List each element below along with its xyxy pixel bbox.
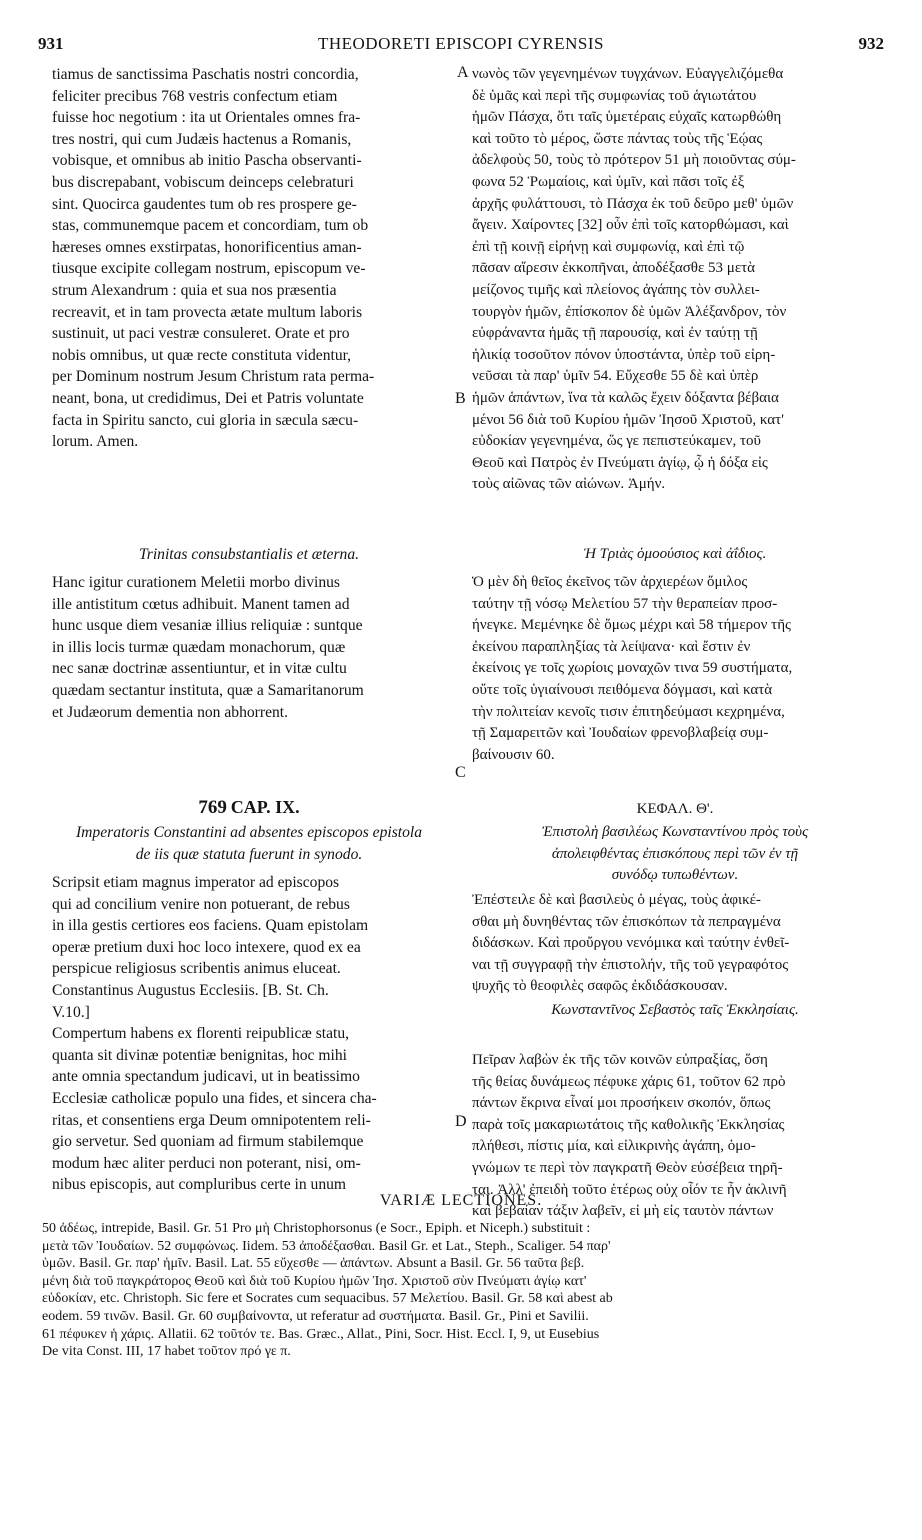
text-line: διδάσκων. Καὶ προὔργου νενόμικα καὶ ταύτην ἐνθεῖ- — [472, 935, 790, 952]
text-line: ante omnia spectandum judicavi, ut in beatissimo — [52, 1068, 360, 1086]
subtitle-line: ἀπολειφθέντας ἐπισκόπους περὶ τῶν ἐν τῇ — [551, 845, 799, 862]
text-line: πλήθεσι, πίστις μία, καὶ εἰλικρινὴς ἀγάπη, ὁμο- — [472, 1138, 756, 1155]
greek-trinitas-text — [472, 572, 878, 766]
text-line: εὐδοκίαν γεγενημένα, ὥς γε πεπιστεύκαμεν, τοῦ — [472, 433, 761, 450]
note-line: De vita Const. III, 17 habet τοῦτον πρό γε π. — [42, 1344, 291, 1360]
subtitle-line: συνόδῳ τυπωθέντων. — [611, 867, 739, 884]
text-line: ritas, et consentiens erga Deum omnipotentem reli- — [52, 1111, 371, 1129]
greek-trinitas-heading: Ἡ Τριὰς ὁμοούσιος καὶ ἀΐδιος. — [583, 546, 767, 562]
text-line: ψυχῆς τὸ θεοφιλὲς σαφῶς ἐκδιδάσκουσαν. — [472, 978, 728, 995]
text-line: quanta sit divinæ potentiæ benignitas, hoc mihi — [52, 1046, 347, 1064]
text-line: in illis locis turmæ quædam monachorum, quæ — [52, 638, 346, 656]
text-line: sustinuit, ut paci vestræ consuleret. Orate et pro — [52, 325, 350, 343]
text-line: Hanc igitur curationem Meletii morbo divinus — [52, 574, 340, 591]
page-number-left: 931 — [38, 34, 64, 53]
text-line: Ecclesiæ catholicæ populo una fides, et sincera cha- — [52, 1089, 377, 1107]
latin-cap-text — [52, 872, 446, 1196]
text-line: operæ pretium duxi hoc loco intexere, quod ex ea — [52, 938, 361, 956]
note-line: eodem. 59 τινῶν. Basil. Gr. 60 συμβαίνοντα, ut referatur ad συστήματα. Basil. Gr., Pini et Savilii. — [42, 1308, 589, 1324]
text-line: τουργὸν ἡμῶν, ἐπίσκοπον δὲ ὑμῶν Ἀλέξανδρον, τὸν — [472, 303, 787, 320]
text-line: δὲ ὑμᾶς καὶ περὶ τῆς συμφωνίας τοῦ ἁγιωτάτου — [472, 87, 757, 104]
text-line: tres nostri, qui cum Judæis hactenus a Romanis, — [52, 130, 352, 148]
text-line: Scripsit etiam magnus imperator ad episcopos — [52, 874, 340, 891]
text-line: ἐκείνου παραπληξίας τὰ λείψανα· καὶ ἔστιν ἐν — [472, 638, 751, 655]
margin-marker-c: C — [455, 764, 466, 781]
text-line: τῇ Σαμαρειτῶν καὶ Ἰουδαίων φρενοβλαβείᾳ συμ- — [472, 725, 769, 742]
text-line: tiamus de sanctissima Paschatis nostri concordia, — [52, 66, 359, 83]
text-line: gio servetur. Sed quoniam ad firmum stabilemque — [52, 1133, 364, 1151]
text-line: sint. Quocirca gaudentes tum ob res prospere ge- — [52, 195, 357, 213]
text-line: μένοι 56 διὰ τοῦ Κυρίου ἡμῶν Ἰησοῦ Χριστοῦ, κατ' — [472, 411, 784, 428]
text-line: per Dominum nostrum Jesum Christum rata perma- — [52, 368, 375, 386]
text-line: καὶ βεβαίαν τάξιν λαβεῖν, εἰ μὴ εἰς ταυτὸν πάντων — [472, 1203, 774, 1220]
margin-page-number: 769 — [198, 797, 227, 818]
cap-title: CAP. IX. — [230, 797, 300, 817]
text-line: ἐκείνοις γε τοῖς χωρίοις μοναχῶν τινα 59 συστήματα, — [472, 660, 793, 677]
text-line: νωνὸς τῶν γεγενημένων τυγχάνων. Εὐαγγελιζόμεθα — [472, 66, 784, 82]
greek-signature: Κωνσταντῖνος Σεβαστὸς ταῖς Ἐκκλησίαις. — [551, 1002, 799, 1018]
text-line: Θεοῦ καὶ Πατρὸς ἐν Πνεύματι ἁγίῳ, ᾧ ἡ δόξα εἰς — [472, 454, 768, 471]
text-line: Compertum habens ex florenti reipublicæ statu, — [52, 1025, 350, 1043]
variae-lectiones-notes — [42, 1220, 882, 1361]
margin-marker-b: B — [455, 390, 466, 407]
text-line: feliciter precibus 768 vestris confectum etiam — [52, 87, 338, 105]
text-line: in illa gestis certiores eos faciens. Quam epistolam — [52, 917, 369, 935]
page-number-right: 932 — [858, 34, 884, 53]
text-line: φωνα 52 Ῥωμαίοις, καὶ ὑμῖν, καὶ πᾶσι τοῖς ἐξ — [472, 173, 745, 190]
margin-marker-a: A — [457, 64, 469, 81]
greek-cap-heading: ΚΕΦΑΛ. Θ'. — [636, 801, 714, 817]
subtitle-line: Imperatoris Constantini ad absentes episcopos epistola — [75, 824, 423, 841]
variae-lectiones-title: VARIÆ LECTIONES. — [379, 1192, 543, 1209]
text-line: οὔτε τοῖς ὑγιαίνουσι πειθόμενα δόγμασι, καὶ κατὰ — [472, 681, 773, 698]
note-line: μετὰ τῶν Ἰουδαίων. 52 συμφώνως. Iidem. 53 ἀποδέξασθαι. Basil Gr. et Lat., Steph., Scaliger. 54 παρ' — [42, 1238, 611, 1254]
text-line: tiusque excipite collegam nostrum, episcopum ve- — [52, 260, 366, 278]
text-line: recreavit, et in tam provecta ætate multum laboris — [52, 303, 363, 321]
note-line: ὑμῶν. Basil. Gr. παρ' ἡμῖν. Basil. Lat. 55 εὔχεσθε — ἁπάντων. Absunt a Basil. Gr. 56 ταῦτα βεβ. — [42, 1256, 585, 1272]
text-line: Ὁ μὲν δὴ θεῖος ἐκεῖνος τῶν ἀρχιερέων ὅμιλος — [472, 574, 748, 590]
note-line: 50 ἀδέως, intrepide, Basil. Gr. 51 Pro μὴ Christophorsonus (e Socr., Epiph. et Niceph.) substituit : — [42, 1221, 591, 1236]
text-line: ἄγειν. Χαίροντες [32] οὖν ἐπὶ τοῖς κατορθώμασι, καὶ — [472, 217, 789, 234]
text-line: neant, bona, ut credidimus, Dei et Patris voluntate — [52, 389, 364, 407]
text-line: modum hæc aliter perduci non poterant, nisi, om- — [52, 1154, 361, 1172]
text-line: nibus episcopis, aut compluribus certe in unum — [52, 1176, 347, 1194]
latin-trinitas-heading: Trinitas consubstantialis et æterna. — [138, 546, 360, 563]
text-line: ἐπὶ τῇ κοινῇ εἰρήνῃ καὶ συμφωνίᾳ, καὶ ἐπὶ τῷ — [472, 238, 745, 255]
text-line: fuisse hoc negotium : ita ut Orientales omnes fra- — [52, 109, 361, 127]
latin-trinitas-text — [52, 572, 446, 723]
text-line: πάντων ἔκρινα εἶναί μοι προσήκειν σκοπόν, ὅπως — [472, 1095, 771, 1112]
text-line: παρὰ τοῖς μακαριωτάτοις τῆς καθολικῆς Ἐκκλησίας — [472, 1116, 785, 1133]
text-line: stas, communemque pacem et concordiam, tum ob — [52, 217, 369, 235]
greek-cap-subtitle — [472, 822, 878, 887]
text-line: ται. Ἀλλ' ἐπειδὴ τοῦτο ἑτέρως οὐχ οἷόν τε ἦν ἀκλινῆ — [472, 1181, 787, 1198]
text-line: ἀδελφοὺς 50, τοὺς τὸ πρότερον 51 μὴ ποιοῦντας σύμ- — [472, 152, 796, 169]
text-line: perspicue religiosus scribentis animus eluceat. — [52, 960, 341, 978]
text-line: Ἐπέστειλε δὲ καὶ βασιλεὺς ὁ μέγας, τοὺς ἀφικέ- — [472, 892, 761, 908]
note-line: 61 πέφυκεν ἡ χάρις. Allatii. 62 τοῦτόν τε. Bas. Græc., Allat., Pini, Socr. Hist. Eccl. I, 9, ut Eusebius — [42, 1326, 600, 1342]
text-line: καὶ τοῦτο τὸ μέρος, ὥστε πάντας τοὺς τῆς Ἑῴας — [472, 130, 763, 147]
text-line: τὴν πολιτείαν κενοῖς τισιν ἐπιτηδεύμασι κεχρημένα, — [472, 703, 785, 720]
text-line: τῆς θείας δυνάμεως πέφυκε χάρις 61, τοῦτον 62 πρὸ — [472, 1073, 786, 1090]
text-line: ἡμῶν ἁπάντων, ἵνα τὰ καλῶς ἔχειν δόξαντα βέβαια — [472, 389, 779, 406]
text-line: et Judæorum dementia non abhorrent. — [52, 703, 289, 721]
text-line: hunc usque diem vesaniæ illius reliquiæ : suntque — [52, 617, 363, 635]
text-line: ille antistitum cœtus adhibuit. Manent tamen ad — [52, 595, 350, 613]
text-line: hæreses omnes exstirpatas, honorificentius aman- — [52, 238, 362, 256]
text-line: nobis omnibus, ut quæ recte constituta videntur, — [52, 346, 352, 364]
text-line: vobisque, et omnibus ab initio Pascha observanti- — [52, 152, 362, 170]
text-line: facta in Spiritu sancto, cui gloria in sæcula sæcu- — [52, 411, 359, 429]
latin-column-top — [52, 64, 446, 453]
text-line: bus discrepabant, vobiscum deinceps celebraturi — [52, 173, 354, 191]
text-line: qui ad concilium venire non potuerant, de rebus — [52, 895, 350, 913]
text-line: σθαι μὴ δυνηθέντας τῶν ἐπισκόπων τὰ πεπραγμένα — [472, 913, 781, 930]
text-line: βαίνουσιν 60. — [472, 746, 555, 763]
greek-cap-text — [472, 890, 878, 998]
subtitle-line: Ἐπιστολὴ βασιλέως Κωνσταντίνου πρὸς τοὺς — [541, 824, 809, 840]
text-line: ταύτην τῇ νόσῳ Μελετίου 57 τὴν θεραπείαν προσ- — [472, 595, 778, 612]
page-header — [38, 34, 884, 60]
text-line: nec sanæ doctrinæ assentiuntur, et in vitæ cultu — [52, 660, 347, 678]
running-title: THEODORETI EPISCOPI CYRENSIS — [317, 34, 605, 53]
latin-cap-heading — [52, 797, 446, 820]
text-line: εὐφράναντα ἡμᾶς τῇ παρουσίᾳ, καὶ ἐν ταύτῃ τῇ — [472, 325, 758, 342]
text-line: strum Alexandrum : quia et sua nos præsentia — [52, 281, 337, 299]
text-line: quædam sectantur instituta, quæ a Samaritanorum — [52, 681, 364, 699]
note-line: μένη διὰ τοῦ παγκράτορος Θεοῦ καὶ διὰ τοῦ Κυρίου ἡμῶν Ἰησ. Χριστοῦ σὺν Πνεύματι ἁγίῳ κατ' — [42, 1273, 587, 1289]
text-line: ἀρχῆς φυλάττουσι, τὸ Πάσχα ἐκ τοῦ δεῦρο μεθ' ὑμῶν — [472, 195, 794, 212]
text-line: πᾶσαν αἵρεσιν ἐκκοπῆναι, ἀποδέξασθε 53 μετὰ — [472, 260, 756, 277]
subtitle-line: de iis quæ statuta fuerunt in synodo. — [135, 845, 363, 863]
text-line: μείζονος τιμῆς καὶ πλείονος ἀγάπης τὸν συλλει- — [472, 281, 760, 298]
text-line: Πεῖραν λαβὼν ἐκ τῆς τῶν κοινῶν εὐπραξίας, ὅση — [472, 1052, 768, 1068]
text-line: lorum. Amen. — [52, 433, 139, 451]
text-line: τοὺς αἰῶνας τῶν αἰώνων. Ἀμήν. — [472, 476, 666, 493]
text-line: νεῦσαι τὰ παρ' ὑμῖν 54. Εὔχεσθε 55 δὲ καὶ ὑπὲρ — [472, 368, 759, 385]
note-line: εὐδοκίαν, etc. Christoph. Sic fere et Socrates cum sequacibus. 57 Μελετίου. Basil. Gr. 58 καὶ abest ab — [42, 1291, 613, 1307]
text-line: ήνεγκε. Μεμένηκε δὲ ὅμως μέχρι καὶ 58 τήμερον τῆς — [472, 617, 791, 634]
text-line: V.10.] — [52, 1003, 90, 1021]
text-line: ναι τῇ συγγραφῇ τὴν ἐπιστολήν, τῆς τοῦ γεγραφότος — [472, 956, 789, 973]
greek-column-top — [472, 64, 878, 496]
text-line: Constantinus Augustus Ecclesiis. [B. St. Ch. — [52, 981, 329, 999]
text-line: γνώμων τε περὶ τὸν παγκρατῆ Θεὸν εὐσέβεια τηρῆ- — [472, 1159, 783, 1176]
latin-cap-subtitle — [52, 822, 446, 865]
margin-marker-d: D — [455, 1113, 467, 1130]
text-line: ἡλικίᾳ τοσοῦτον πόνον ὑποστάντα, ὑπὲρ τοῦ εἰρη- — [472, 346, 776, 363]
text-line: ἡμῶν Πάσχα, ὅτι ταῖς ὑμετέραις εὐχαῖς κατωρθώθη — [472, 109, 782, 126]
